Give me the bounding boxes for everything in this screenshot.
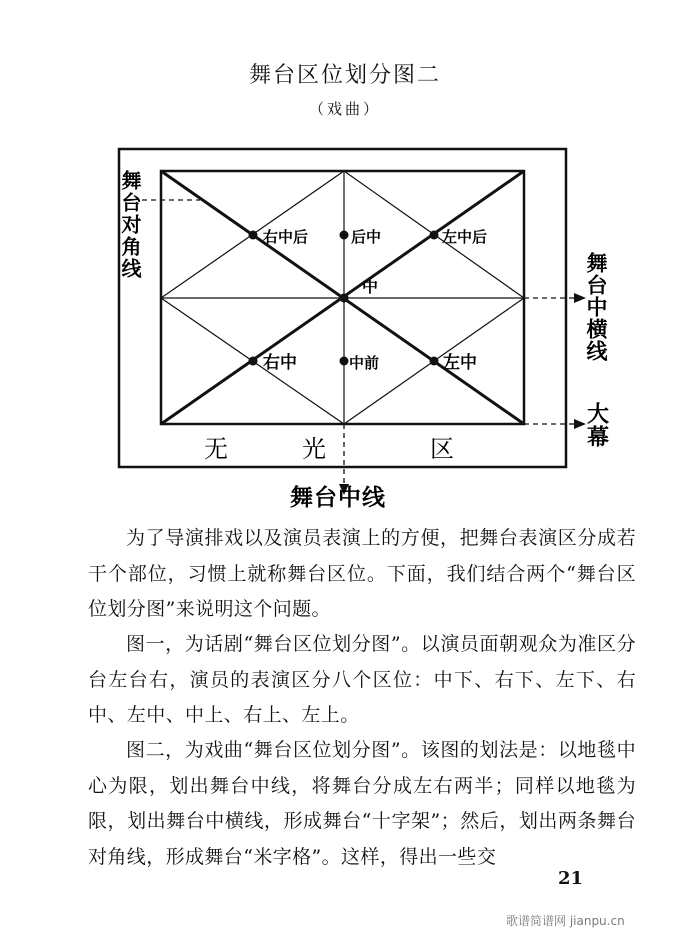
position-dot xyxy=(340,231,349,240)
paragraph: 为了导演排戏以及演员表演上的方便，把舞台表演区分成若干个部位，习惯上就称舞台区位。下面，我们结合两个“舞台区位划分图”来说明这个问题。 xyxy=(88,527,636,620)
label-rear-center: 后中 xyxy=(351,228,382,246)
position-dot xyxy=(340,357,349,366)
outer-frame xyxy=(119,149,566,467)
no-light-area-char: 无 xyxy=(204,435,228,463)
no-light-area-char: 区 xyxy=(430,435,454,463)
paragraph: 图一，为话剧“舞台区位划分图”。以演员面朝观众为准区分台左台右，演员的表演区分八个区位：中下、右下、左下、右中、左中、中上、右上、左上。 xyxy=(88,633,636,726)
position-dot xyxy=(249,357,258,366)
position-dot xyxy=(430,231,439,240)
page-number: 21 xyxy=(558,868,584,889)
label-stage-midline: 舞台中横线 xyxy=(584,252,608,362)
position-dot xyxy=(430,357,439,366)
label-front-center: 中前 xyxy=(349,354,380,372)
position-dot xyxy=(340,294,349,303)
label-curtain: 大幕 xyxy=(583,402,609,448)
page-title: 舞台区位划分图二 xyxy=(248,63,441,88)
label-right-center: 右中 xyxy=(263,353,297,373)
page-subtitle: （戏曲） xyxy=(308,100,381,118)
paragraph: 图二，为戏曲“舞台区位划分图”。该图的划法是：以地毯中心为限，划出舞台中线，将舞台分成左右两半；同样以地毯为限，划出舞台中横线，形成舞台“十字架”；然后，划出两条舞台对角线，形成舞台“米字格”。这样，得出一些交 xyxy=(88,739,636,868)
label-left-center: 左中 xyxy=(443,353,477,373)
label-diagonal-line: 舞台对角线 xyxy=(118,170,142,280)
label-right-rear: 右中后 xyxy=(263,228,309,246)
label-left-rear: 左中后 xyxy=(442,228,488,246)
label-center: 中 xyxy=(362,277,379,296)
no-light-area-char: 光 xyxy=(302,435,326,463)
watermark: 歌谱简谱网 jianpu.cn xyxy=(506,914,625,928)
label-center-line: 舞台中线 xyxy=(290,485,386,511)
position-dot xyxy=(249,231,258,240)
